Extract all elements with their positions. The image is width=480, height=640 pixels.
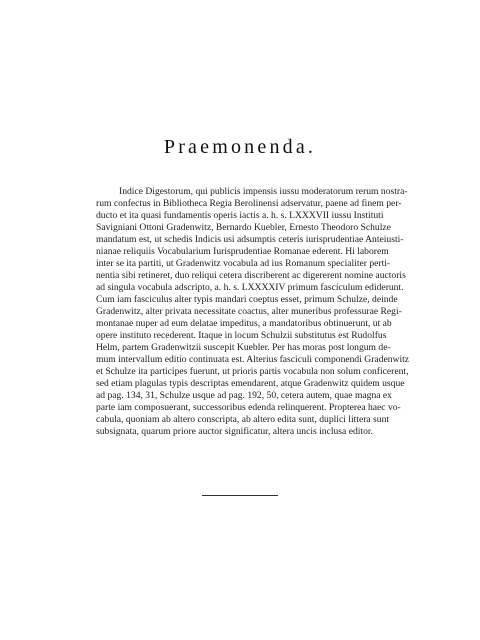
paragraph-line: nentia sibi retineret, duo reliqui cetera discriberent ac digererent nomine auctoris	[96, 270, 406, 281]
end-rule-divider	[202, 495, 278, 496]
paragraph-line: ducto et ita quasi fundamentis operis iactis a. h. s. LXXXVII iussu Instituti	[96, 210, 384, 221]
paragraph-line: et Schulze ita participes fuerunt, ut prioris partis vocabula non solum conficerent,	[96, 366, 409, 377]
paragraph-line: parte iam composuerant, successoribus edenda relinquerent. Propterea haec vo-	[96, 402, 401, 413]
paragraph-line: inter se ita partiti, ut Gradenwitz vocabula ad ius Romanum specialiter perti-	[96, 258, 391, 269]
paragraph-line: cabula, quoniam ab altero conscripta, ab altero edita sunt, duplici littera sunt	[96, 414, 390, 425]
paragraph-line: Helm, partem Gradenwitzii suscepit Kuebler. Per has moras post longum de-	[96, 342, 391, 353]
paragraph-line: Savigniani Ottoni Gradenwitz, Bernardo Kuebler, Ernesto Theodoro Schulze	[96, 222, 391, 233]
paragraph-line: Gradenwitz, alter privata necessitate coactus, alter muneribus professurae Regi-	[96, 306, 402, 317]
paragraph-line: subsignata, quarum priore auctor significatur, altera uncis inclusa editor.	[96, 426, 373, 437]
page-title: Praemonenda.	[163, 136, 317, 158]
paragraph-line: sed etiam plagulas typis descriptas emendarent, atque Gradenwitz quidem usque	[96, 378, 405, 389]
paragraph-line: mum intervallum editio continuata est. Alterius fasciculi componendi Gradenwitz	[96, 354, 410, 365]
paragraph-line: mandatum est, ut schedis Indicis usi adsumptis ceteris iurisprudentiae Anteiusti-	[96, 234, 404, 245]
paragraph-line: montanae nuper ad eum delatae impeditus, a mandatoribus obtinuerunt, ut ab	[96, 318, 392, 329]
paragraph-line: opere instituto recederent. Itaque in locum Schulzii substitutus est Rudolfus	[96, 330, 387, 341]
paragraph-line: ad pag. 134, 31, Schulze usque ad pag. 192, 50, cetera autem, quae magna ex	[96, 390, 392, 401]
paragraph-line: rum confectus in Bibliotheca Regia Berolinensi adservatur, paene ad finem per-	[96, 198, 402, 209]
paragraph-line: Cum iam fasciculus alter typis mandari coeptus esset, primum Schulze, deinde	[96, 294, 398, 305]
paragraph-line: nianae reliquiis Vocabularium Iurisprudentiae Romanae ederent. Hi laborem	[96, 246, 389, 257]
paragraph-line: ad singula vocabula adscripto, a. h. s. LXXXXIV primum fasciculum ediderunt.	[96, 282, 404, 293]
paragraph-line: Indice Digestorum, qui publicis impensis iussu moderatorum rerum nostra-	[119, 186, 408, 197]
